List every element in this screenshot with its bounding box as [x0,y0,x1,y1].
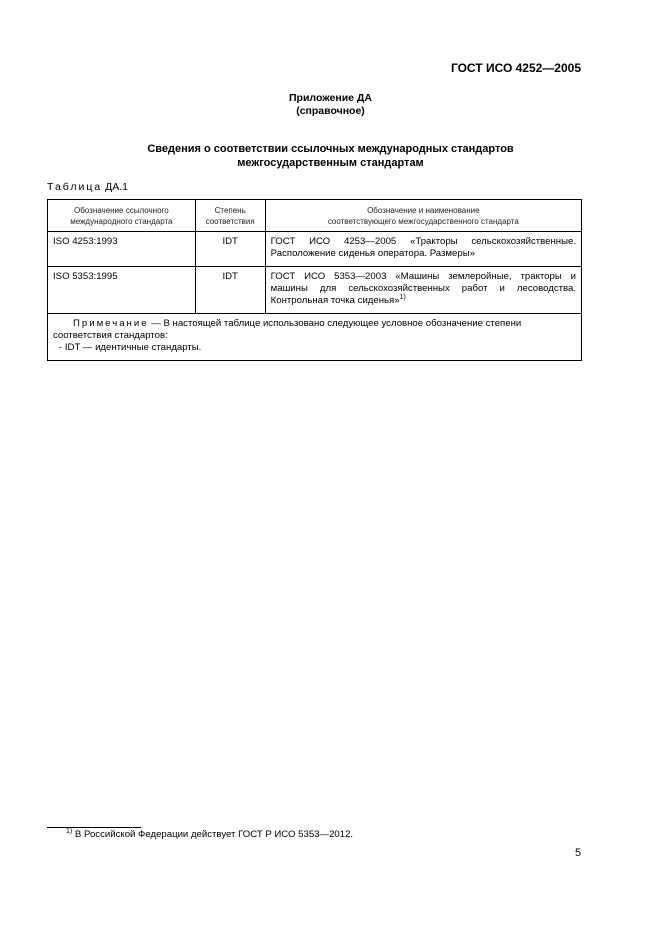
column-header-reference-line-1: Обозначение ссылочного [74,206,169,215]
cell-degree: IDT [195,267,265,314]
table-header-row [48,200,582,232]
section-title-line-1: Сведения о соответствии ссылочных международных стандартов [147,143,514,155]
table-note-paragraph [53,318,576,342]
column-header-designation-line-2: соответствующего межгосударственного стандарта [327,217,519,226]
table-note-text: — В настоящей таблице использовано следующее условное обозначение степени соответствия стандартов: [53,318,522,341]
footnote-separator [47,827,141,828]
table-note-label: Примечание [73,318,149,329]
section-title-line-2: межгосударственным стандартам [237,157,424,169]
footnote-text: В Российской Федерации действует ГОСТ Р ИСО 5353—2012. [72,829,354,840]
cell-degree: IDT [195,232,265,267]
table-note-item: - IDT — идентичные стандарты. [59,342,202,353]
table-caption [47,181,128,193]
cell-designation [265,232,581,267]
cell-designation [265,267,581,314]
page-number: 5 [575,847,582,859]
cell-designation-text: ГОСТ ИСО 5353—2003 «Машины землеройные, тракторы и машины для сельскохозяйственных работ и лесоводства. Контрольная точка сиденья» [270,271,576,306]
footnote-reference-mark: 1) [399,294,406,301]
column-header-designation-line-1: Обозначение и наименование [367,206,480,215]
table-caption-id: ДА.1 [105,181,128,193]
column-header-designation [265,200,581,232]
table-row [48,267,582,314]
cell-designation-text: ГОСТ ИСО 4253—2005 «Тракторы сельскохозяйственные. Расположение сиденья оператора. Размеры» [270,236,576,259]
correspondence-table [47,199,582,361]
column-header-reference [48,200,196,232]
cell-reference: ISO 4253:1993 [48,232,196,267]
table-note [48,314,582,361]
table-note-row [48,314,582,361]
annex-subtitle: (справочное) [296,105,365,117]
annex-title: Приложение ДА [289,92,372,104]
cell-reference: ISO 5353:1995 [48,267,196,314]
column-header-reference-line-2: международного стандарта [70,217,173,226]
document-code-header: ГОСТ ИСО 4252—2005 [450,61,581,75]
column-header-degree [195,200,265,232]
column-header-degree-line-2: соответствия [205,217,255,226]
table-caption-word: Таблица [47,181,103,193]
footnote [66,829,353,840]
column-header-degree-line-1: Степень [214,206,246,215]
footnote-mark: 1) [66,828,73,835]
section-title [0,142,661,170]
annex-heading [0,92,661,118]
table-row [48,232,582,267]
